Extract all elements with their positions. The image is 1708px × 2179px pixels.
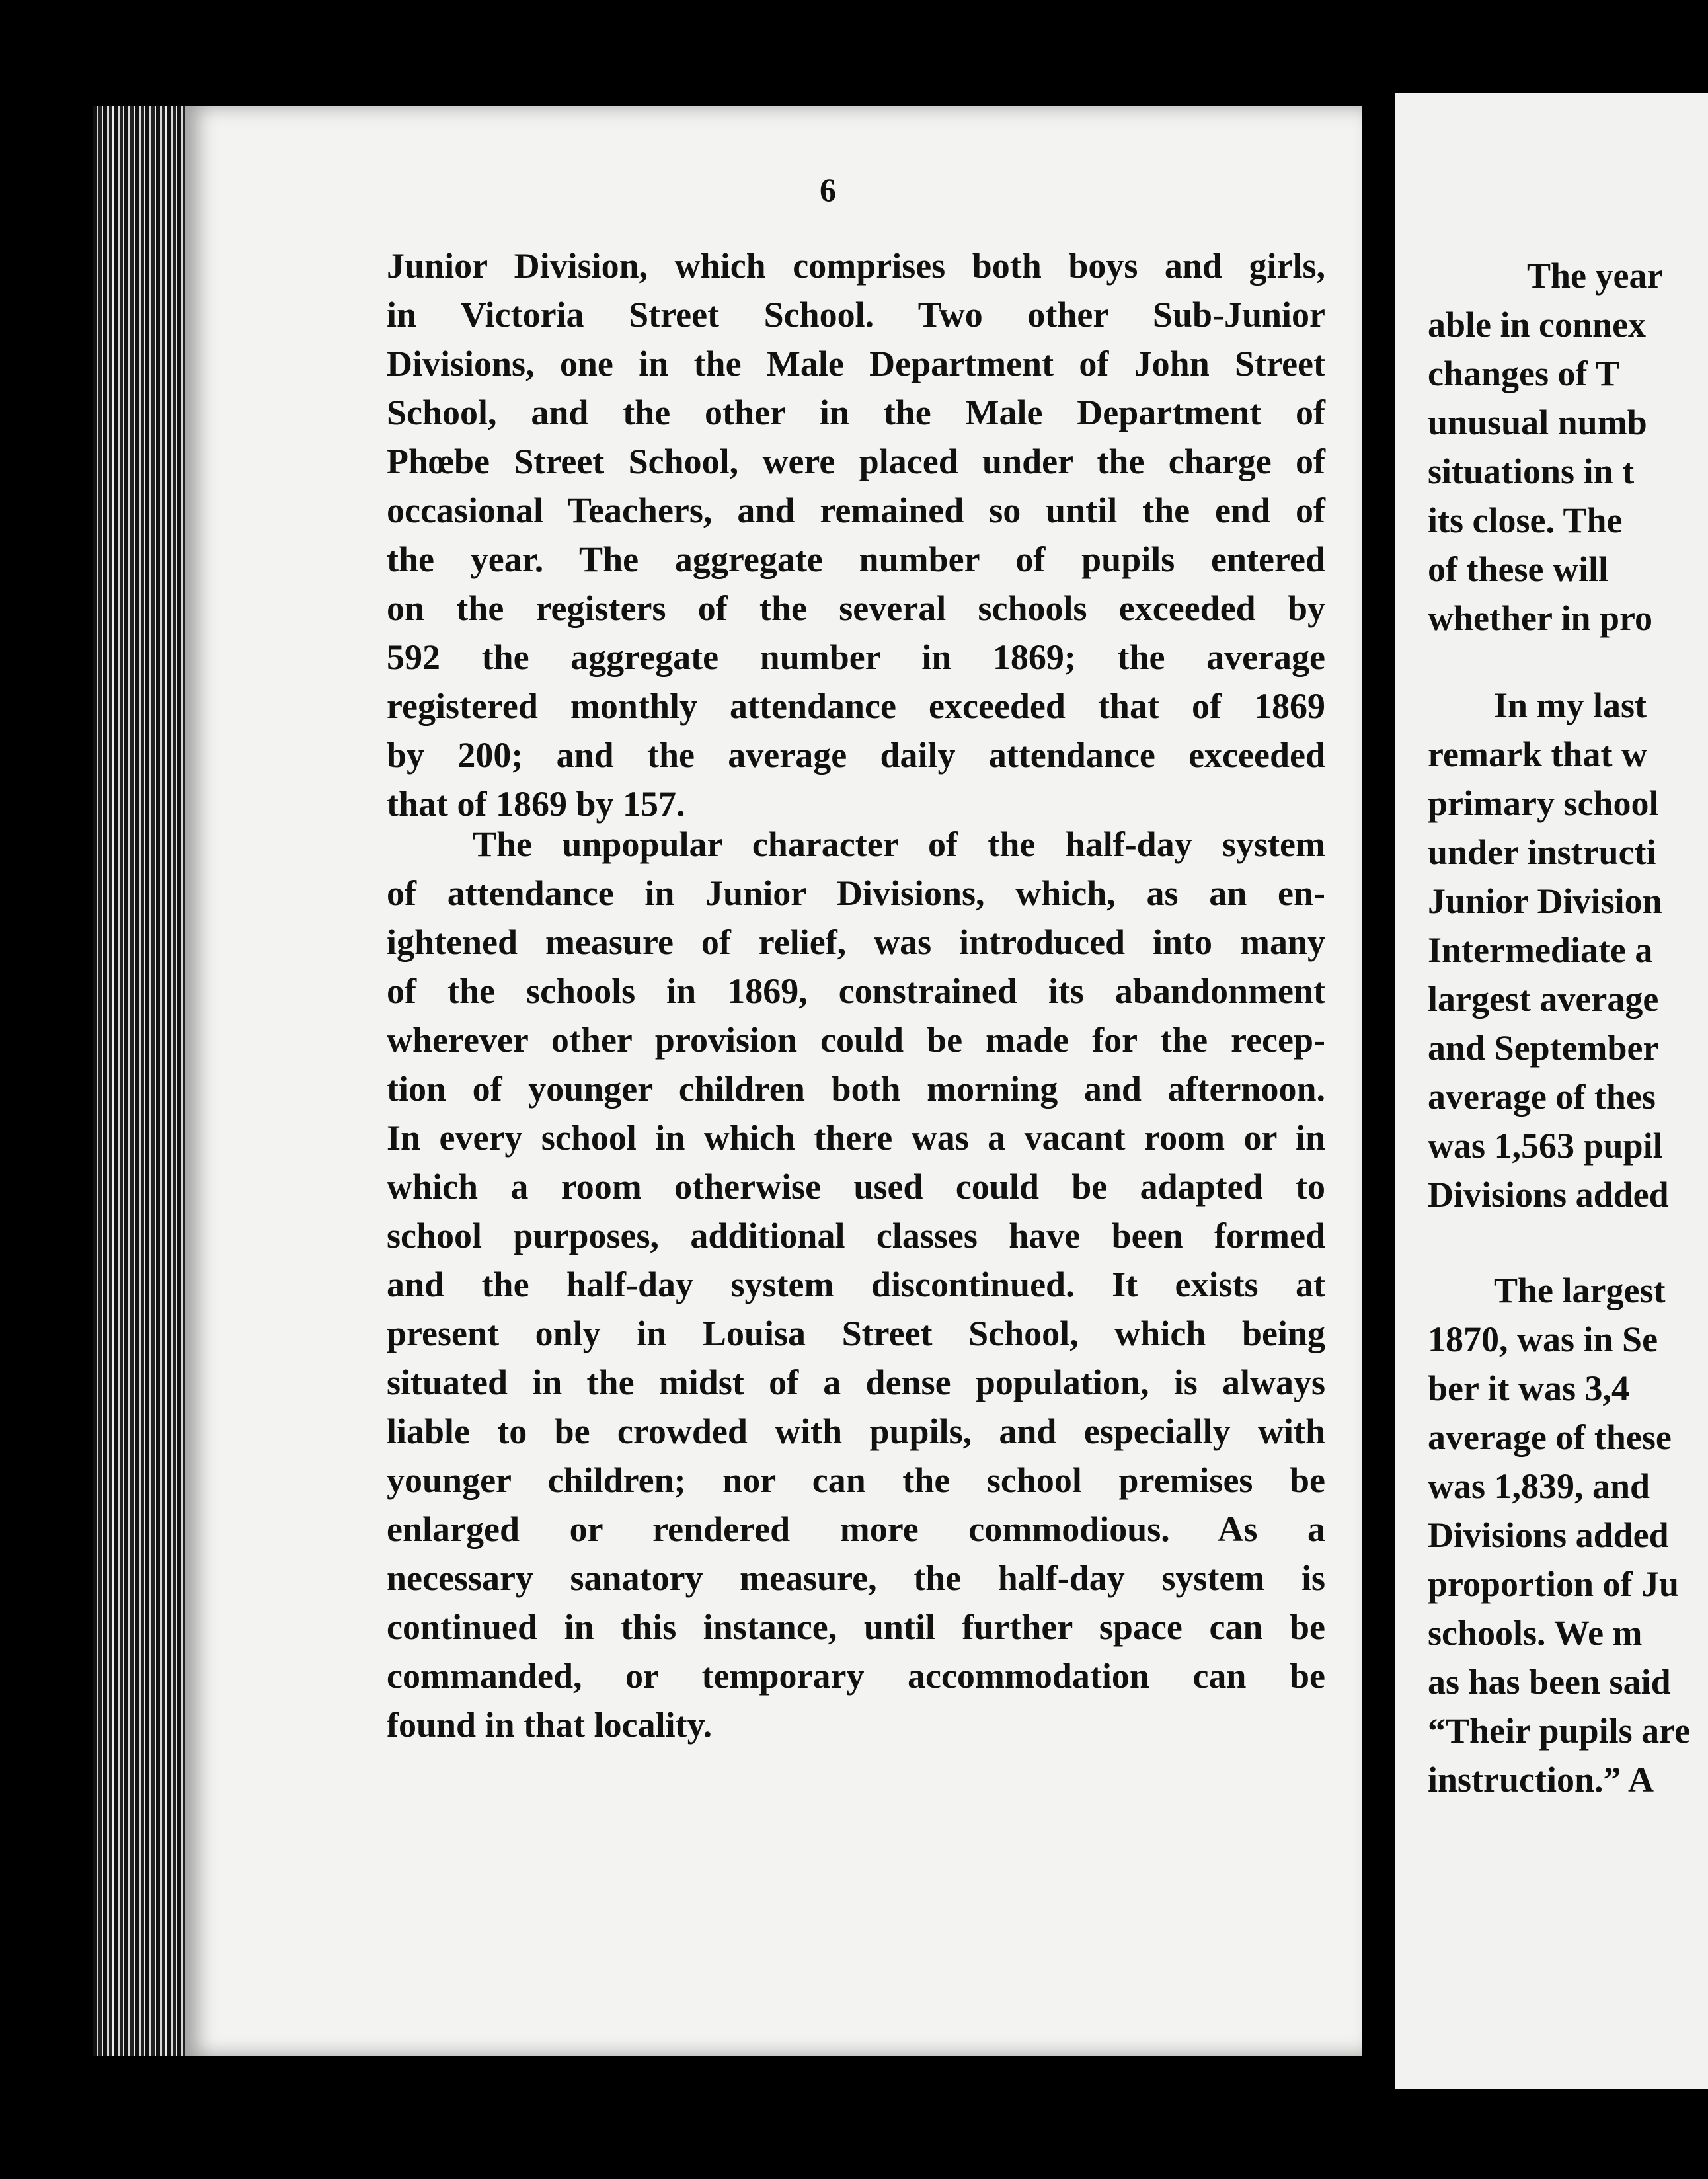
text-line: largest average [1428,979,1659,1019]
left-paragraph-1 [387,241,1325,828]
text-line: present only in Louisa Street School, which being [387,1314,1325,1353]
text-line: 592 the aggregate number in 1869; the average [387,637,1325,677]
text-line: unusual numb [1428,403,1647,442]
text-line: liable to be crowded with pupils, and especially with [387,1411,1325,1451]
page-edges [93,106,192,2056]
text-line: that of 1869 by 157. [387,784,685,824]
text-line: The largest [1494,1271,1666,1310]
text-line: Phœbe Street School, were placed under the charge of [387,442,1325,481]
text-line: registered monthly attendance exceeded that of 1869 [387,686,1325,726]
text-line: ightened measure of relief, was introduced into many [387,922,1325,962]
text-line: continued in this instance, until further space can be [387,1607,1325,1647]
text-line: The unpopular character of the half-day system [473,824,1325,864]
left-paragraph-2 [387,820,1325,1749]
text-line: School, and the other in the Male Department of [387,393,1325,432]
text-line: of attendance in Junior Divisions, which, as an en- [387,873,1325,913]
text-line: remark that w [1428,734,1647,774]
book-gutter [1362,106,1395,2082]
text-line: “Their pupils are [1428,1711,1691,1751]
text-line: younger children; nor can the school premises be [387,1460,1325,1500]
text-line: ber it was 3,4 [1428,1368,1629,1408]
text-line: was 1,839, and [1428,1466,1650,1506]
page-number: 6 [820,171,836,208]
text-line: Divisions, one in the Male Department of John Street [387,344,1325,383]
text-line: situated in the midst of a dense population, is always [387,1363,1325,1402]
text-line: on the registers of the several schools exceeded by [387,588,1325,628]
text-line: Divisions added [1428,1175,1669,1214]
text-line: found in that locality. [387,1705,713,1745]
text-line: whether in pro [1428,598,1653,638]
text-line: able in connex [1428,305,1647,344]
text-line: and September [1428,1028,1659,1068]
text-line: which a room otherwise used could be adapted to [387,1167,1325,1207]
text-line: in Victoria Street School. Two other Sub-Junior [387,295,1325,335]
text-line: average of these [1428,1417,1672,1457]
text-line: its close. The [1428,500,1623,540]
text-line: proportion of Ju [1428,1564,1680,1604]
text-line: In every school in which there was a vacant room or in [387,1118,1325,1158]
text-line: Intermediate a [1428,930,1653,970]
text-line: enlarged or rendered more commodious. As a [387,1509,1325,1549]
text-line: The year [1527,256,1663,296]
right-paragraph-3 [1428,1266,1708,1804]
text-line: Divisions added [1428,1515,1669,1555]
text-line: wherever other provision could be made for the recep- [387,1020,1325,1060]
text-line: by 200; and the average daily attendance exceeded [387,735,1325,775]
text-line: the year. The aggregate number of pupils entered [387,539,1325,579]
text-line: instruction.” A [1428,1760,1654,1800]
text-line: changes of T [1428,354,1620,393]
text-line: schools. We m [1428,1613,1643,1653]
text-line: situations in t [1428,452,1635,491]
right-paragraph-1 [1428,251,1708,643]
text-line: occasional Teachers, and remained so until the end of [387,491,1325,530]
text-line: was 1,563 pupil [1428,1126,1663,1166]
text-line: school purposes, additional classes have been formed [387,1216,1325,1255]
right-paragraph-2 [1428,681,1708,1219]
text-line: of these will [1428,549,1608,589]
text-line: as has been said [1428,1662,1671,1702]
text-line: necessary sanatory measure, the half-day system is [387,1558,1325,1598]
text-line: of the schools in 1869, constrained its abandonment [387,971,1325,1011]
text-line: In my last [1494,686,1647,725]
text-line: tion of younger children both morning and afternoon. [387,1069,1325,1109]
text-line: 1870, was in Se [1428,1320,1658,1359]
text-line: and the half-day system discontinued. It exists at [387,1265,1325,1304]
text-line: average of thes [1428,1077,1656,1117]
text-line: Junior Division [1428,881,1662,921]
text-line: under instructi [1428,832,1656,872]
text-line: commanded, or temporary accommodation can be [387,1656,1325,1696]
text-line: primary school [1428,783,1659,823]
text-line: Junior Division, which comprises both boys and girls, [387,246,1325,286]
